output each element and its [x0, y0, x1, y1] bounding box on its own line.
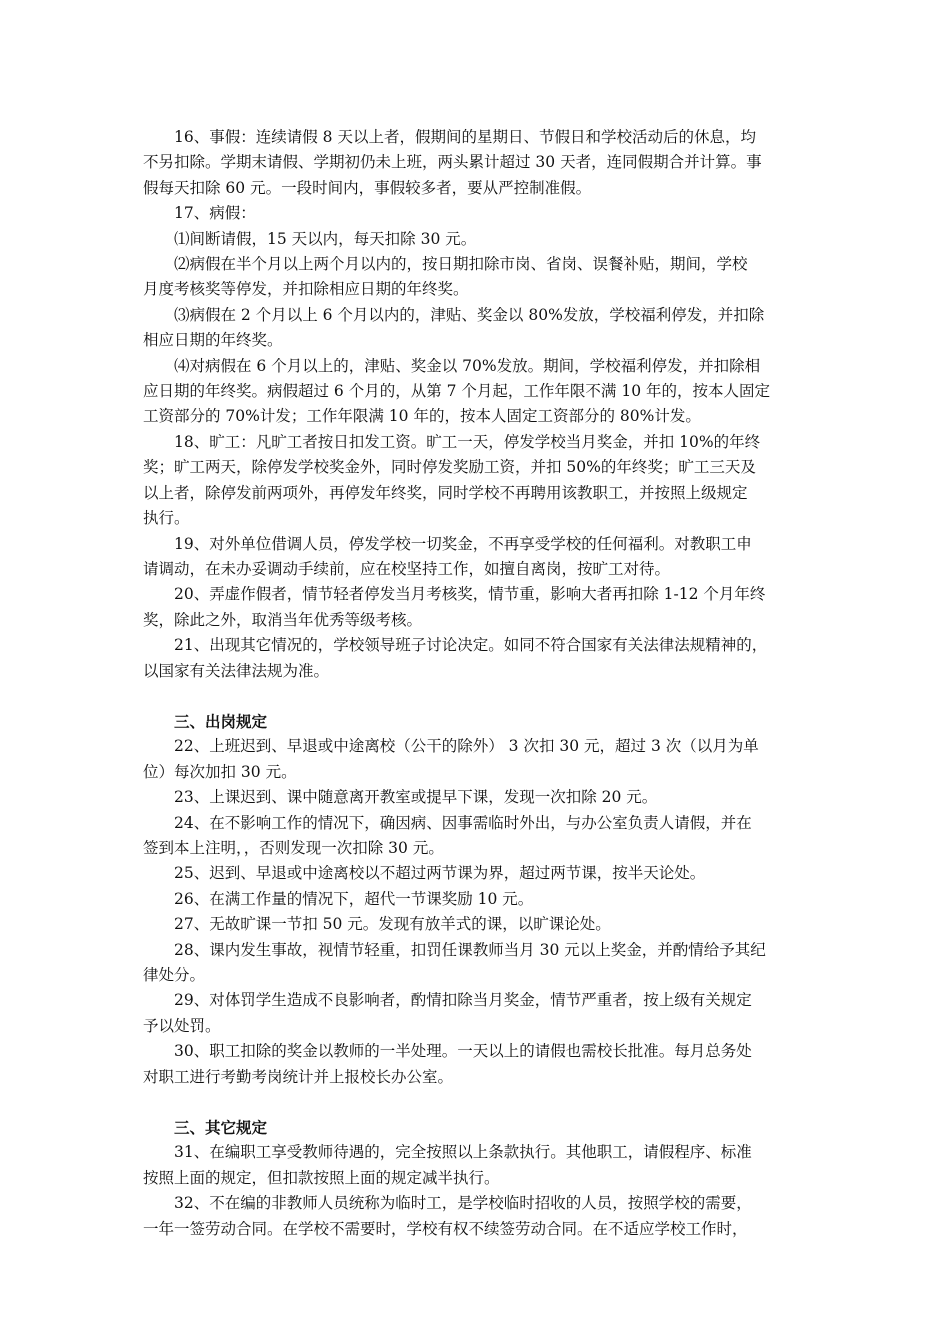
- paragraph-line: 以国家有关法律法规为准。: [143, 661, 330, 680]
- paragraph-line: 29、对体罚学生造成不良影响者，酌情扣除当月奖金，情节严重者，按上级有关规定: [174, 991, 752, 1010]
- top-margin: [0, 0, 950, 125]
- paragraph-line: 工资部分的 70%计发；工作年限满 10 年的，按本人固定工资部分的 80%计发。: [143, 407, 701, 426]
- clause-paragraph: [143, 354, 809, 430]
- paragraph-line: 月度考核奖等停发，并扣除相应日期的年终奖。: [143, 280, 469, 299]
- paragraph-line: 予以处罚。: [143, 1016, 221, 1035]
- paragraph-line: 一年一签劳动合同。在学校不需要时，学校有权不续签劳动合同。在不适应学校工作时，: [143, 1219, 748, 1238]
- paragraph-line: 执行。: [143, 509, 190, 528]
- clause-paragraph: [143, 227, 809, 252]
- section-heading: 三、其它规定: [174, 1118, 268, 1138]
- paragraph-line: 19、对外单位借调人员，停发学校一切奖金，不再享受学校的任何福利。对教职工申: [174, 534, 752, 553]
- paragraph-line: 请调动，在未办妥调动手续前，应在校坚持工作，如擅自离岗，按旷工对待。: [143, 559, 671, 578]
- clause-paragraph: [143, 811, 809, 862]
- clause-paragraph: [143, 1140, 809, 1191]
- clause-paragraph: [143, 633, 809, 684]
- paragraph-line: 20、弄虚作假者，情节轻者停发当月考核奖，情节重，影响大者再扣除 1-12 个月年终: [174, 585, 766, 604]
- clause-paragraph: [143, 938, 809, 989]
- paragraph-line: 按照上面的规定，但扣款按照上面的规定减半执行。: [143, 1168, 500, 1187]
- clause-paragraph: [143, 988, 809, 1039]
- clause-paragraph: [143, 582, 809, 633]
- paragraph-line: 23、上课迟到、课中随意离开教室或提早下课，发现一次扣除 20 元。: [174, 788, 658, 807]
- paragraph-line: 27、无故旷课一节扣 50 元。发现有放羊式的课，以旷课论处。: [174, 915, 611, 934]
- clause-paragraph: [143, 785, 809, 810]
- section-heading: 三、出岗规定: [174, 711, 268, 731]
- paragraph-line: 22、上班迟到、早退或中途离校（公干的除外） 3 次扣 30 元，超过 3 次（以月为单: [174, 737, 759, 756]
- paragraph-line: 奖；旷工两天，除停发学校奖金外，同时停发奖励工资，并扣 50%的年终奖；旷工三天及: [143, 458, 756, 477]
- paragraph-line: 对职工进行考勤考岗统计并上报校长办公室。: [143, 1067, 454, 1086]
- clause-paragraph: [143, 125, 809, 201]
- paragraph-line: 24、在不影响工作的情况下，确因病、因事需临时外出，与办公室负责人请假，并在: [174, 813, 752, 832]
- section-gap: [0, 684, 950, 709]
- clause-paragraph: [143, 430, 809, 532]
- paragraph-line: 签到本上注明，，否则发现一次扣除 30 元。: [143, 838, 444, 857]
- clause-paragraph: [143, 734, 809, 785]
- clause-paragraph: [143, 532, 809, 583]
- paragraph-line: 相应日期的年终奖。: [143, 331, 283, 350]
- paragraph-line: ⑶病假在 2 个月以上 6 个月以内的，津贴、奖金以 80%发放，学校福利停发，并扣除: [174, 305, 765, 324]
- clause-paragraph: [143, 252, 809, 303]
- clause-paragraph: [143, 887, 809, 912]
- clause-paragraph: [143, 201, 809, 226]
- paragraph-line: 25、迟到、早退或中途离校以不超过两节课为界，超过两节课，按半天论处。: [174, 864, 706, 883]
- paragraph-line: 不另扣除。学期末请假、学期初仍未上班，两头累计超过 30 天者，连同假期合并计算。事: [143, 153, 762, 172]
- paragraph-line: 31、在编职工享受教师待遇的，完全按照以上条款执行。其他职工，请假程序、标准: [174, 1143, 752, 1162]
- clause-paragraph: [143, 1039, 809, 1090]
- paragraph-line: ⑴间断请假，15 天以内，每天扣除 30 元。: [174, 229, 477, 248]
- paragraph-line: 假每天扣除 60 元。一段时间内，事假较多者，要从严控制准假。: [143, 178, 592, 197]
- clause-paragraph: [143, 303, 809, 354]
- paragraph-line: 30、职工扣除的奖金以教师的一半处理。一天以上的请假也需校长批准。每月总务处: [174, 1042, 752, 1061]
- paragraph-line: 26、在满工作量的情况下，超代一节课奖励 10 元。: [174, 889, 534, 908]
- paragraph-line: 18、旷工：凡旷工者按日扣发工资。旷工一天，停发学校当月奖金，并扣 10%的年终: [174, 432, 761, 451]
- paragraph-line: ⑷对病假在 6 个月以上的，津贴、奖金以 70%发放。期间，学校福利停发，并扣除相: [174, 356, 761, 375]
- paragraph-line: 16、事假：连续请假 8 天以上者，假期间的星期日、节假日和学校活动后的休息，均: [174, 128, 756, 146]
- clause-paragraph: [143, 912, 809, 937]
- clause-paragraph: [143, 1191, 809, 1242]
- paragraph-line: 以上者，除停发前两项外，再停发年终奖，同时学校不再聘用该教职工，并按照上级规定: [143, 483, 748, 502]
- paragraph-line: 32、不在编的非教师人员统称为临时工，是学校临时招收的人员，按照学校的需要，: [174, 1194, 752, 1213]
- paragraph-line: 奖，除此之外，取消当年优秀等级考核。: [143, 610, 423, 629]
- paragraph-line: 位）每次加扣 30 元。: [143, 762, 297, 781]
- section-gap: [0, 1090, 950, 1115]
- paragraph-line: 21、出现其它情况的，学校领导班子讨论决定。如同不符合国家有关法律法规精神的，: [174, 636, 768, 655]
- paragraph-line: ⑵病假在半个月以上两个月以内的，按日期扣除市岗、省岗、误餐补贴，期间，学校: [174, 255, 748, 274]
- paragraph-line: 17、病假：: [174, 204, 256, 223]
- paragraph-line: 应日期的年终奖。病假超过 6 个月的，从第 7 个月起，工作年限不满 10 年的，按本人固定: [143, 382, 771, 401]
- paragraph-line: 律处分。: [143, 966, 206, 984]
- clause-paragraph: [143, 861, 809, 886]
- paragraph-line: 28、课内发生事故，视情节轻重，扣罚任课教师当月 30 元以上奖金，并酌情给予其纪: [174, 940, 766, 959]
